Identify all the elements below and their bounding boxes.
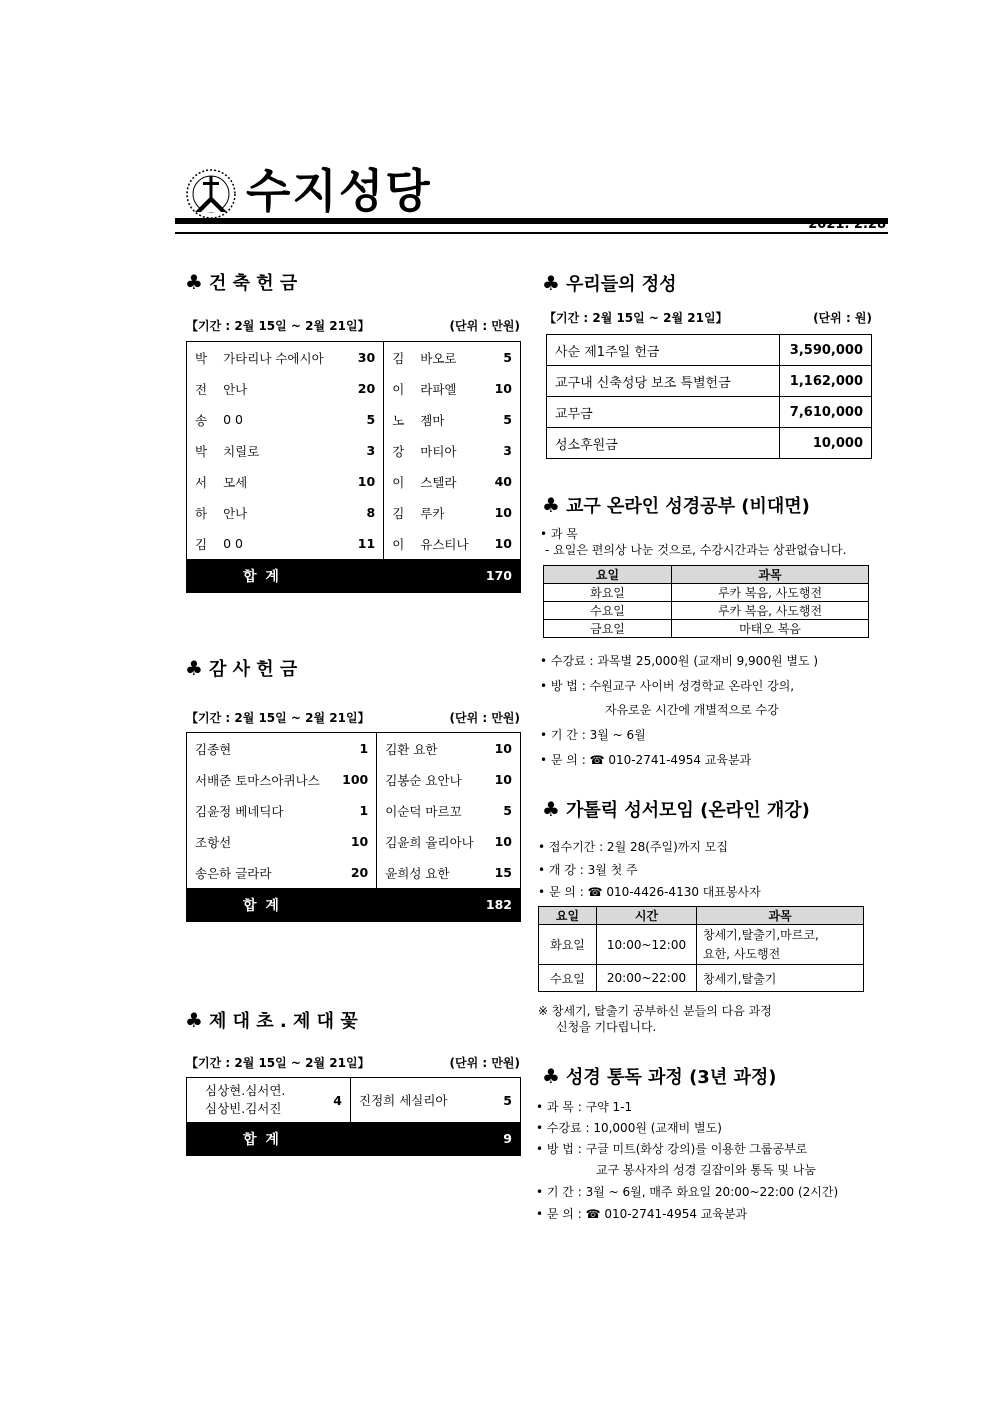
table-row: [539, 925, 864, 965]
surname-cell: 박: [195, 350, 208, 366]
table-row: [544, 602, 869, 620]
donation-amount: 10: [350, 834, 369, 849]
donation-amount: 3: [503, 443, 512, 458]
bible-reading-heading: ♣ 성경 통독 과정 (3년 과정): [542, 1064, 777, 1088]
building-total-row: [187, 559, 521, 593]
day-cell: 금요일: [544, 620, 672, 638]
contact-line: • 문 의 : ☎ 010-2741-4954 교육분과: [540, 753, 752, 767]
method-line: • 방 법 : 구글 미트(화상 강의)를 이용한 그룹공부로: [536, 1142, 808, 1156]
column-header: 과목: [672, 566, 869, 584]
contribution-label: 교구내 신축성당 보조 특별헌금: [547, 366, 780, 397]
donation-amount: 1: [359, 803, 369, 818]
start-line: • 개 강 : 3월 첫 주: [538, 863, 638, 877]
catholic-bible-schedule-table: [538, 906, 864, 992]
club-icon: ♣: [542, 1064, 560, 1088]
total-value: 182: [377, 888, 521, 922]
donor-name: 김윤희 율리아나: [377, 826, 487, 857]
donor-name: 안나: [223, 381, 248, 397]
surname-cell: 김: [195, 536, 208, 552]
altar-offering-table: [186, 1077, 521, 1156]
subject-cell: 루카 복음, 사도행전: [672, 584, 869, 602]
club-icon: ♣: [185, 656, 203, 680]
contribution-label: 교무금: [547, 397, 780, 428]
table-row: [547, 335, 872, 366]
contact-line: • 문 의 : ☎ 010-4426-4130 대표봉사자: [538, 885, 761, 899]
fee-line: • 수강료 : 10,000원 (교재비 별도): [536, 1121, 722, 1135]
donor-name: 바오로: [420, 350, 457, 366]
building-unit: (단위 : 만원): [449, 319, 520, 333]
donation-amount: 5: [503, 412, 512, 427]
donation-amount: 40: [494, 474, 512, 489]
online-bible-schedule-table: [543, 565, 869, 638]
column-header: 요일: [539, 907, 597, 925]
donor-name-line: 심상현.심서연.: [205, 1083, 286, 1098]
donor-name: 스텔라: [420, 474, 457, 490]
method-line-2: 교구 봉사자의 성경 길잡이와 통독 및 나눔: [596, 1163, 816, 1177]
donation-amount: 5: [366, 412, 376, 427]
surname-cell: 이: [384, 528, 413, 559]
altar-period: 【기간 : 2월 15일 ~ 2월 21일】: [186, 1056, 370, 1070]
donation-amount: 10: [357, 474, 376, 489]
donation-amount: 10: [494, 741, 512, 756]
club-icon: ♣: [542, 271, 560, 295]
column-header: 요일: [544, 566, 672, 584]
subject-cell: 창세기,탈출기: [697, 965, 864, 992]
donor-name: 김종현: [195, 741, 232, 757]
contribution-amount: 1,162,000: [780, 366, 872, 397]
total-label: 합 계: [187, 559, 384, 593]
altar-offering-heading: ♣ 제 대 초 . 제 대 꽃: [185, 1008, 358, 1032]
table-row: [547, 366, 872, 397]
bulletin-date: 2021. 2.28: [808, 217, 886, 232]
table-row: [187, 435, 521, 466]
method-line-2: 자유로운 시간에 개별적으로 수강: [605, 703, 779, 717]
table-row: [187, 497, 521, 528]
table-row: [187, 857, 521, 888]
total-label: 합 계: [187, 1122, 351, 1156]
table-row: [187, 764, 521, 795]
church-logo-icon: [185, 168, 237, 220]
table-row: [544, 584, 869, 602]
contributions-unit: (단위 : 원): [813, 311, 872, 325]
altar-unit: (단위 : 만원): [449, 1056, 520, 1070]
club-icon: ♣: [542, 797, 560, 821]
time-cell: 10:00~12:00: [597, 925, 697, 965]
donation-amount: 11: [357, 536, 376, 551]
surname-cell: 이: [384, 466, 413, 497]
surname-cell: 김: [384, 342, 413, 374]
day-cell: 수요일: [544, 602, 672, 620]
table-row: [187, 404, 521, 435]
club-icon: ♣: [542, 493, 560, 517]
table-header-row: [544, 566, 869, 584]
table-row: [187, 733, 521, 765]
donor-name: [187, 1078, 317, 1123]
table-row: [187, 528, 521, 559]
building-offering-table: [186, 341, 521, 593]
contributions-heading: ♣ 우리들의 정성: [542, 271, 677, 295]
donor-name: 라파엘: [420, 381, 457, 397]
table-row: [547, 397, 872, 428]
thanks-total-row: [187, 888, 521, 922]
donor-name: 0 0: [223, 412, 243, 427]
donation-amount: 10: [494, 381, 512, 396]
table-row: [187, 826, 521, 857]
donor-name: 모세: [223, 474, 248, 490]
club-icon: ♣: [185, 270, 203, 294]
donor-name: 윤희성 요한: [377, 857, 487, 888]
table-row: [187, 342, 521, 374]
contact-line: • 문 의 : ☎ 010-2741-4954 교육분과: [536, 1207, 748, 1221]
method-line: • 방 법 : 수원교구 사이버 성경학교 온라인 강의,: [540, 679, 795, 693]
course-line: • 과 목 : 구약 1-1: [536, 1100, 633, 1114]
donation-amount: 15: [494, 865, 512, 880]
table-row: [187, 373, 521, 404]
table-row: [539, 965, 864, 992]
altar-total-row: [187, 1122, 521, 1156]
donation-amount: 3: [366, 443, 376, 458]
donation-amount: 1: [359, 741, 369, 756]
surname-cell: 송: [195, 412, 208, 428]
donor-name: 김봉순 요안나: [377, 764, 487, 795]
donor-name: 루카: [420, 505, 445, 521]
surname-cell: 이: [384, 373, 413, 404]
subject-cell: 루카 복음, 사도행전: [672, 602, 869, 620]
building-period: 【기간 : 2월 15일 ~ 2월 21일】: [186, 319, 370, 333]
surname-cell: 전: [195, 381, 208, 397]
donation-amount: 10: [494, 505, 512, 520]
surname-cell: 서: [195, 474, 208, 490]
surname-cell: 강: [384, 435, 413, 466]
donor-name: 송은하 글라라: [195, 865, 272, 881]
donation-amount: 4: [333, 1092, 342, 1108]
thanks-offering-table: [186, 732, 521, 922]
donor-name: 김환 요한: [377, 733, 487, 765]
column-header: 시간: [597, 907, 697, 925]
thanks-period: 【기간 : 2월 15일 ~ 2월 21일】: [186, 711, 370, 725]
donation-amount: 10: [494, 834, 512, 849]
fee-line: • 수강료 : 과목별 25,000원 (교재비 9,900원 별도 ): [540, 654, 819, 668]
donor-name: 서배준 토마스아퀴나스: [195, 772, 320, 788]
subject-line: 요한, 사도행전: [703, 946, 781, 961]
day-cell: 수요일: [539, 965, 597, 992]
contributions-period: 【기간 : 2월 15일 ~ 2월 21일】: [544, 311, 728, 325]
total-label: 합 계: [187, 888, 377, 922]
donation-amount: 20: [357, 381, 376, 396]
contributions-table: [546, 334, 872, 459]
column-header: 과목: [697, 907, 864, 925]
period-line: • 기 간 : 3월 ~ 6월, 매주 화요일 20:00~22:00 (2시간): [536, 1185, 839, 1199]
note-line-2: 신청을 기다립니다.: [556, 1020, 657, 1034]
donor-name: 김윤정 베네딕다: [195, 803, 284, 819]
subject-cell: [697, 925, 864, 965]
donor-name: 진정희 세실리아: [351, 1078, 491, 1123]
catholic-bible-heading: ♣ 가톨릭 성서모임 (온라인 개강): [542, 797, 810, 821]
club-icon: ♣: [185, 1008, 203, 1032]
apply-line: • 접수기간 : 2월 28(주일)까지 모집: [538, 840, 728, 854]
donor-name: 안나: [223, 505, 248, 521]
donor-name: 가타리나 수에시아: [223, 350, 324, 366]
donation-amount: 10: [494, 772, 512, 787]
table-header-row: [539, 907, 864, 925]
table-row: [547, 428, 872, 459]
surname-cell: 하: [195, 505, 208, 521]
donation-amount: 8: [366, 505, 376, 520]
day-cell: 화요일: [539, 925, 597, 965]
surname-cell: 노: [384, 404, 413, 435]
donor-name: 조항선: [195, 834, 232, 850]
donation-amount: 5: [503, 350, 512, 365]
table-row: [544, 620, 869, 638]
subject-line: 창세기,탈출기,마르코,: [703, 927, 819, 942]
donor-name-line: 심상빈.김서진: [205, 1101, 282, 1116]
period-line: • 기 간 : 3월 ~ 6월: [540, 728, 646, 742]
surname-cell: 김: [384, 497, 413, 528]
table-row: [187, 795, 521, 826]
donation-amount: 5: [503, 803, 512, 818]
day-cell: 화요일: [544, 584, 672, 602]
course-label: • 과 목: [540, 527, 578, 541]
contribution-amount: 7,610,000: [780, 397, 872, 428]
donation-amount: 30: [357, 350, 376, 365]
donor-name: 이순덕 마르꼬: [377, 795, 487, 826]
contribution-label: 성소후원금: [547, 428, 780, 459]
online-bible-heading: ♣ 교구 온라인 성경공부 (비대면): [542, 493, 810, 517]
time-cell: 20:00~22:00: [597, 965, 697, 992]
donation-amount: 5: [503, 1092, 512, 1108]
total-value: 170: [384, 559, 521, 593]
contribution-amount: 10,000: [780, 428, 872, 459]
contribution-amount: 3,590,000: [780, 335, 872, 366]
total-value: 9: [351, 1122, 521, 1156]
donation-amount: 10: [494, 536, 512, 551]
donation-amount: 100: [342, 772, 369, 787]
contribution-label: 사순 제1주일 헌금: [547, 335, 780, 366]
donor-name: 마티아: [420, 443, 457, 459]
table-row: [187, 1078, 521, 1123]
donation-amount: 20: [350, 865, 369, 880]
donor-name: 젬마: [420, 412, 445, 428]
parish-title: 수지성당: [246, 164, 432, 218]
table-row: [187, 466, 521, 497]
course-note: - 요일은 편의상 나눈 것으로, 수강시간과는 상관없습니다.: [545, 543, 847, 557]
thanks-unit: (단위 : 만원): [449, 711, 520, 725]
building-offering-heading: ♣ 건 축 헌 금: [185, 270, 298, 294]
note-line: ※ 창세기, 탈출기 공부하신 분들의 다음 과정: [538, 1004, 772, 1018]
surname-cell: 박: [195, 443, 208, 459]
subject-cell: 마태오 복음: [672, 620, 869, 638]
donor-name: 0 0: [223, 536, 243, 551]
thanks-offering-heading: ♣ 감 사 헌 금: [185, 656, 298, 680]
donor-name: 치릴로: [223, 443, 260, 459]
donor-name: 유스티나: [420, 536, 469, 552]
